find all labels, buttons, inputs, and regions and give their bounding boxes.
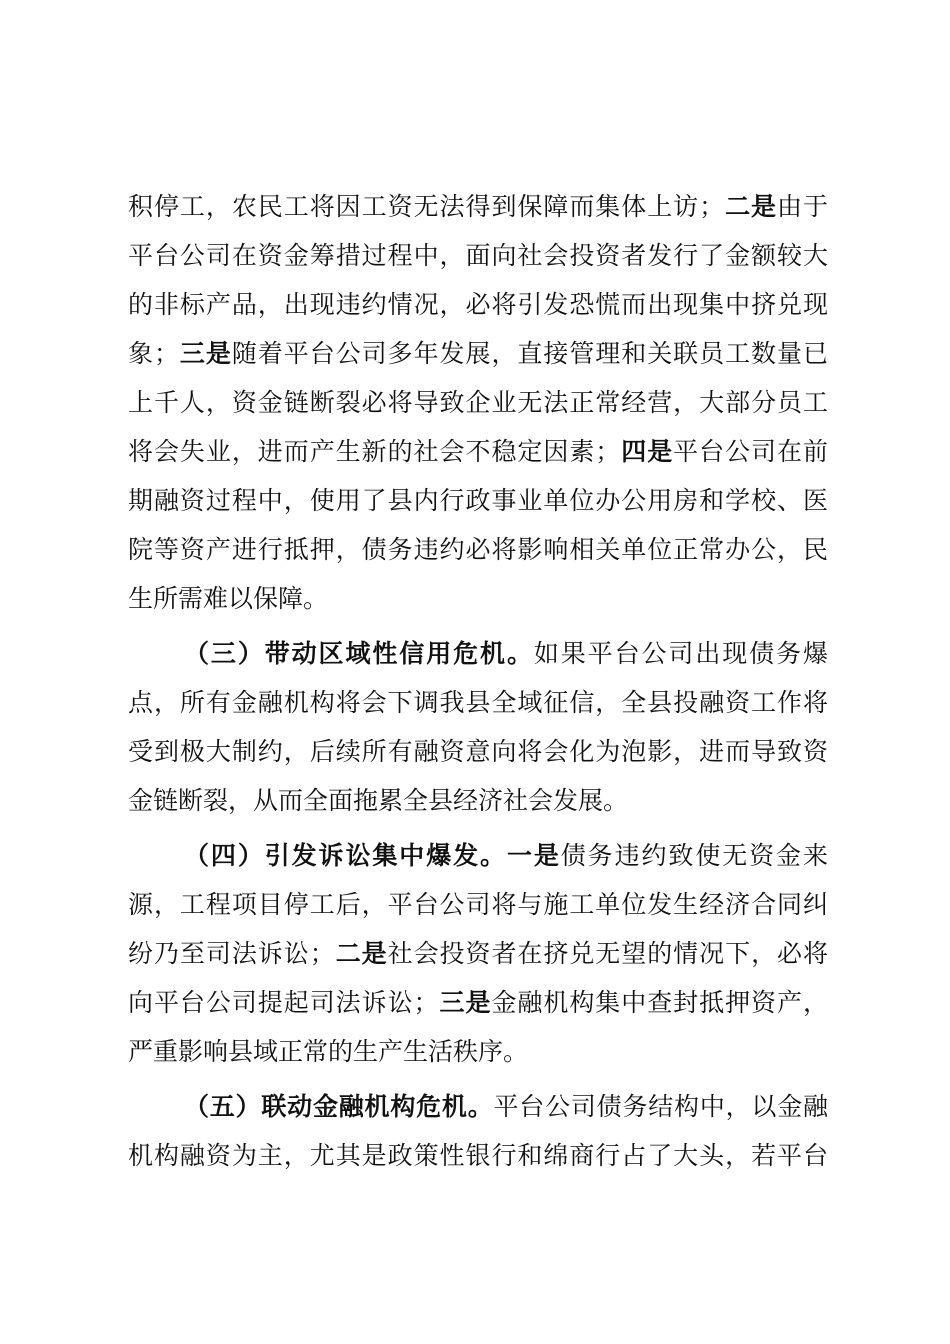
text-run: 债务违约致使无资金来 <box>560 841 828 870</box>
text-run: 纷乃至司法诉讼； <box>128 939 335 968</box>
section-heading-line <box>184 636 828 672</box>
text-run: 金链断裂，从而全面拖累全县经济社会发展。 <box>128 786 629 815</box>
text-line <box>128 189 828 225</box>
text-run: 严重影响县域正常的生产生活秩序。 <box>128 1037 529 1066</box>
text-line <box>128 581 828 617</box>
text-line <box>128 1034 828 1070</box>
section-heading: （五）联动金融机构危机。 <box>184 1092 494 1121</box>
text-run: 由于 <box>777 192 828 221</box>
text-run: 源，工程项目停工后，平台公司将与施工单位发生经济合同纠 <box>128 890 828 919</box>
text-line <box>128 734 828 770</box>
text-run: 受到极大制约，后续所有融资意向将会化为泡影，进而导致资 <box>128 737 828 766</box>
text-line <box>128 783 828 819</box>
emphasis-run: 三是 <box>438 988 492 1017</box>
text-run: 生所需难以保障。 <box>128 584 329 613</box>
text-line <box>128 385 828 421</box>
section-heading-line <box>184 838 828 874</box>
text-run: 如果平台公司出现债务爆 <box>533 639 828 668</box>
text-run: 象； <box>128 339 179 368</box>
text-run: 社会投资者在挤兑无望的情况下，必将 <box>387 939 828 968</box>
text-run: 随着平台公司多年发展，直接管理和关联员工数量已 <box>231 339 828 368</box>
text-run: 院等资产进行抵押，债务违约必将影响相关单位正常办公，民 <box>128 535 828 564</box>
text-line <box>128 936 828 972</box>
text-run: 将会失业，进而产生新的社会不稳定因素； <box>128 437 621 466</box>
emphasis-run: 二是 <box>724 192 778 221</box>
emphasis-run: 四是 <box>620 437 674 466</box>
text-run: 期融资过程中，使用了县内行政事业单位办公用房和学校、医 <box>128 486 828 515</box>
text-run: 金融机构集中查封抵押资产， <box>491 988 828 1017</box>
text-line <box>128 685 828 721</box>
text-run: 的非标产品，出现违约情况，必将引发恐慌而出现集中挤兑现 <box>128 290 828 319</box>
text-line <box>128 434 828 470</box>
text-line <box>128 887 828 923</box>
text-line <box>128 238 828 274</box>
text-run: 平台公司债务结构中，以金融 <box>493 1092 828 1121</box>
text-line <box>128 1138 828 1174</box>
emphasis-run: 二是 <box>334 939 388 968</box>
section-heading: （四）引发诉讼集中爆发。 <box>184 841 507 870</box>
text-line <box>128 483 828 519</box>
section-heading-line <box>184 1089 828 1125</box>
text-run: 点，所有金融机构将会下调我县全域征信，全县投融资工作将 <box>128 688 828 717</box>
text-line <box>128 985 828 1021</box>
text-run: 平台公司在资金筹措过程中，面向社会投资者发行了金额较大 <box>128 241 828 270</box>
text-run: 平台公司在前 <box>673 437 828 466</box>
text-run: 积停工，农民工将因工资无法得到保障而集体上访； <box>128 192 725 221</box>
emphasis-run: 一是 <box>506 841 561 870</box>
text-line <box>128 532 828 568</box>
text-run: 上千人，资金链断裂必将导致企业无法正常经营，大部分员工 <box>128 388 828 417</box>
text-run: 向平台公司提起司法诉讼； <box>128 988 439 1017</box>
emphasis-run: 三是 <box>178 339 232 368</box>
text-line <box>128 336 828 372</box>
text-run: 机构融资为主，尤其是政策性银行和绵商行占了大头，若平台 <box>128 1141 828 1170</box>
section-heading: （三）带动区域性信用危机。 <box>184 639 534 668</box>
text-line <box>128 287 828 323</box>
